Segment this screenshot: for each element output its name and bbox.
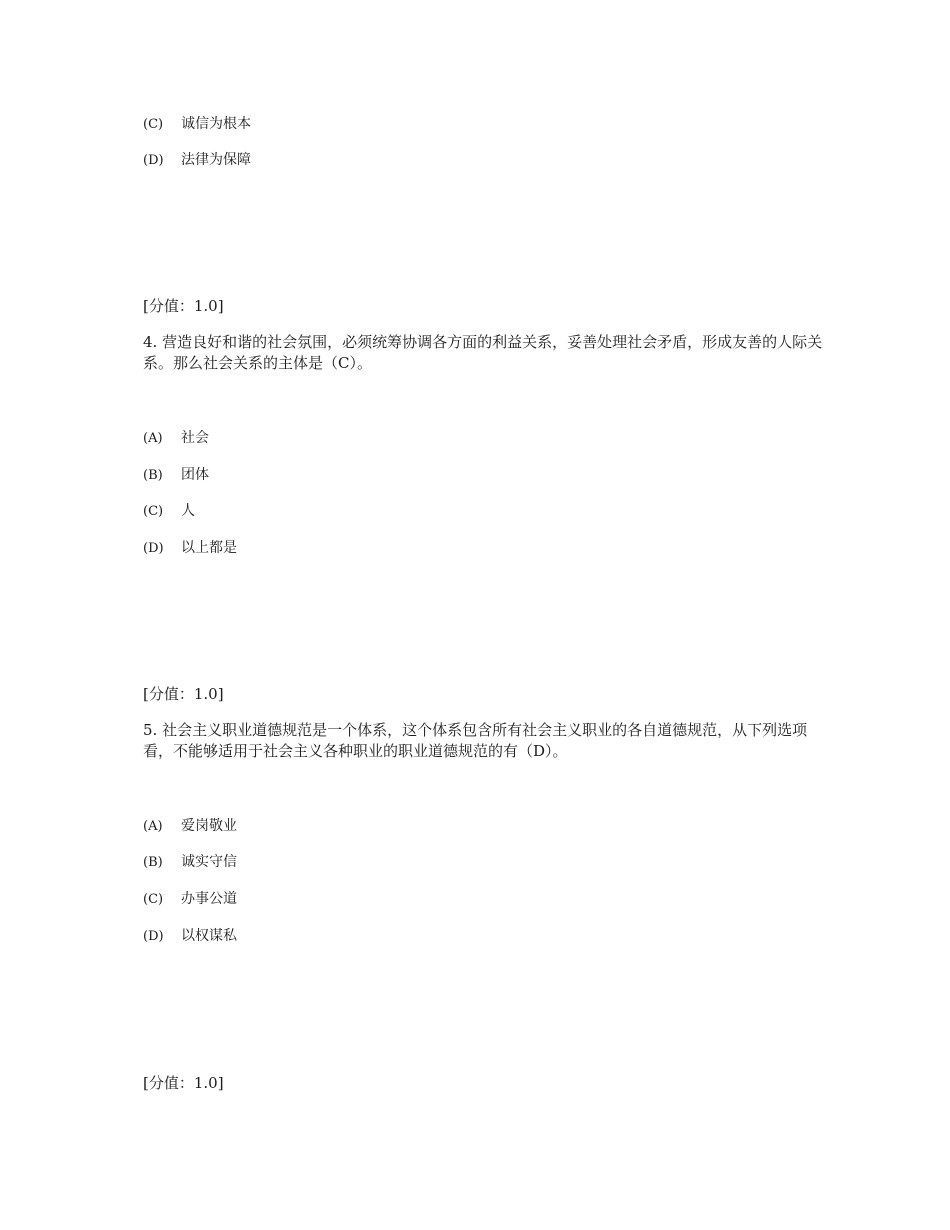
option-letter: (C) <box>143 892 164 907</box>
option-letter: (C) <box>143 504 164 519</box>
option-b <box>143 466 209 485</box>
score-label: [分值：1.0] <box>143 1074 224 1092</box>
option-letter: (A) <box>143 819 163 834</box>
option-letter: (A) <box>143 431 163 446</box>
option-letter: (D) <box>143 541 164 556</box>
option-letter: (B) <box>143 855 163 870</box>
option-text: 社会 <box>181 430 209 446</box>
question-text: 营造良好和谐的社会氛围，必须统筹协调各方面的利益关系，妥善处理社会矛盾，形成友善的人际关系。那么社会关系的主体是（C）。 <box>143 333 823 372</box>
question-5 <box>143 720 823 762</box>
option-d <box>143 927 237 946</box>
question-number: 5. <box>143 721 158 739</box>
option-text: 诚信为根本 <box>181 116 251 132</box>
option-a <box>143 817 237 836</box>
score-label: [分值：1.0] <box>143 685 224 703</box>
option-text: 办事公道 <box>181 891 237 907</box>
option-letter: (B) <box>143 468 163 483</box>
option-text: 诚实守信 <box>181 854 237 870</box>
option-d <box>143 539 237 558</box>
option-d <box>143 151 251 170</box>
option-text: 人 <box>181 503 195 519</box>
option-text: 法律为保障 <box>181 152 251 168</box>
option-a <box>143 429 209 448</box>
option-text: 爱岗敬业 <box>181 818 237 834</box>
score-label: [分值：1.0] <box>143 297 224 315</box>
question-text: 社会主义职业道德规范是一个体系，这个体系包含所有社会主义职业的各自道德规范，从下列选项看，不能够适用于社会主义各种职业的职业道德规范的有（D）。 <box>143 721 808 760</box>
option-letter: (D) <box>143 153 164 168</box>
option-c <box>143 502 195 521</box>
option-c <box>143 890 237 909</box>
option-text: 以权谋私 <box>181 928 237 944</box>
option-c <box>143 115 251 134</box>
option-text: 以上都是 <box>181 540 237 556</box>
option-b <box>143 853 237 872</box>
question-4 <box>143 332 823 374</box>
option-text: 团体 <box>181 467 209 483</box>
question-number: 4. <box>143 333 158 351</box>
option-letter: (C) <box>143 117 164 132</box>
option-letter: (D) <box>143 929 164 944</box>
